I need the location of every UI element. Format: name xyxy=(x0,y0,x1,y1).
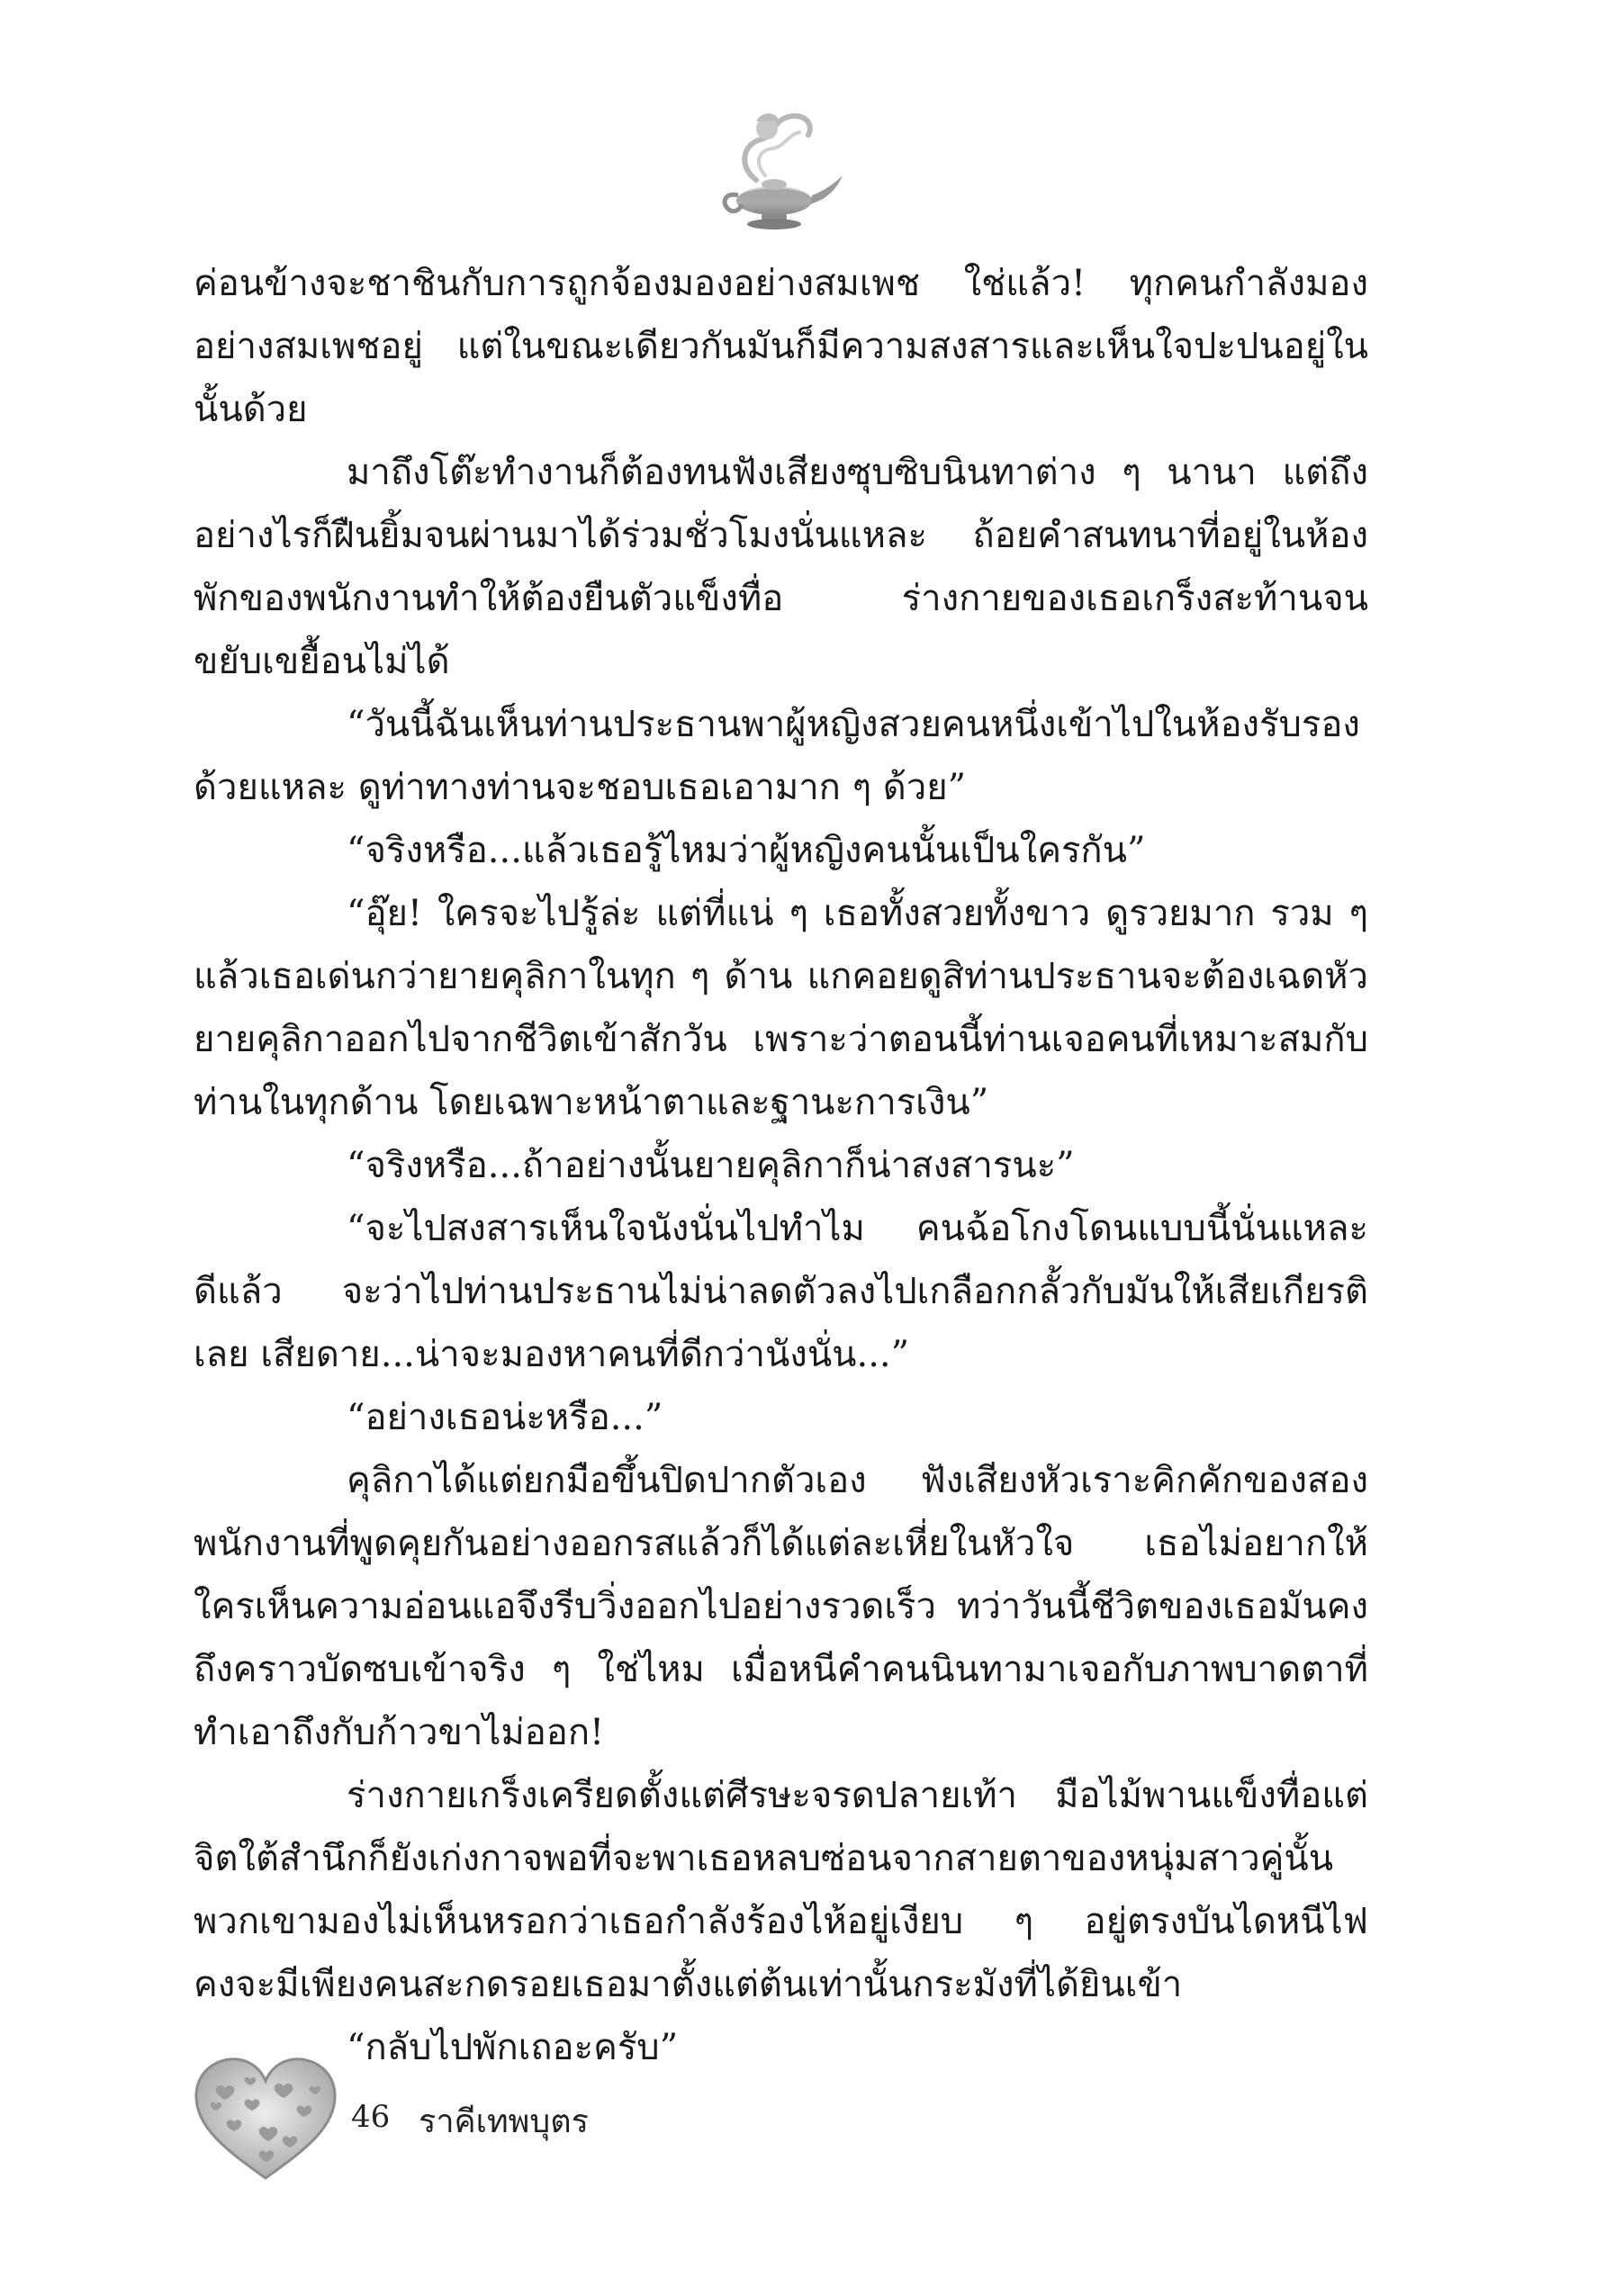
book-title: ราคีเทพบุตร xyxy=(419,2103,589,2140)
page-footer xyxy=(189,2052,729,2178)
dialogue-paragraph: “กลับไปพักเถอะครับ” xyxy=(347,2027,679,2068)
paragraph: ค่อนข้างจะชาชินกับการถูกจ้องมองอย่างสมเพช ใช่แล้ว! ทุกคนกำลังมองอย่างสมเพชอยู่ แต่ในขณะเดียวกันมันก็มีความสงสารและเห็นใจปะปนอยู่ในนั้นด้วย xyxy=(194,263,1368,430)
dialogue-paragraph: “จริงหรือ...แล้วเธอรู้ไหมว่าผู้หญิงคนนั้นเป็นใครกัน” xyxy=(347,830,1146,871)
dialogue-paragraph: “วันนี้ฉันเห็นท่านประธานพาผู้หญิงสวยคนหนึ่งเข้าไปในห้องรับรองด้วยแหละ ดูท่าทางท่านจะชอบเธอเอามาก ๆ ด้วย” xyxy=(194,704,1360,808)
heart-ornament-icon xyxy=(189,2052,342,2187)
paragraph: คุลิกาได้แต่ยกมือขึ้นปิดปากตัวเอง ฟังเสียงหัวเราะคิกคักของสองพนักงานที่พูดคุยกันอย่างออกรสแล้วก็ได้แต่ละเหี่ยในหัวใจ เธอไม่อยากให้ใครเห็นความอ่อนแอจึงรีบวิ่งออกไปอย่างรวดเร็ว ทว่าวันนี้ชีวิตของเธอมันคงถึงคราวบัดซบเข้าจริง ๆ ใช่ไหม เมื่อหนีคำคนนินทามาเจอกับภาพบาดตาที่ทำเอาถึงกับก้าวขาไม่ออก! xyxy=(194,1460,1368,1753)
genie-lamp-ornament-icon xyxy=(702,95,846,239)
dialogue-paragraph: “จริงหรือ...ถ้าอย่างนั้นยายคุลิกาก็น่าสงสารนะ” xyxy=(347,1145,1075,1186)
page-number: 46 xyxy=(351,2099,391,2135)
dialogue-paragraph: “อุ๊ย! ใครจะไปรู้ล่ะ แต่ที่แน่ ๆ เธอทั้งสวยทั้งขาว ดูรวยมาก รวม ๆ แล้วเธอเด่นกว่ายายคุลิกาในทุก ๆ ด้าน แกคอยดูสิท่านประธานจะต้องเฉดหัวยายคุลิกาออกไปจากชีวิตเข้าสักวัน เพราะว่าตอนนี้ท่านเจอคนที่เหมาะสมกับท่านในทุกด้าน โดยเฉพาะหน้าตาและฐานะการเงิน” xyxy=(194,893,1368,1123)
paragraph: มาถึงโต๊ะทำงานก็ต้องทนฟังเสียงซุบซิบนินทาต่าง ๆ นานา แต่ถึงอย่างไรก็ฝืนยิ้มจนผ่านมาได้ร่วมชั่วโมงนั่นแหละ ถ้อยคำสนทนาที่อยู่ในห้องพักของพนักงานทำให้ต้องยืนตัวแข็งทื่อ ร่างกายของเธอเกร็งสะท้านจนขยับเขยื้อนไม่ได้ xyxy=(194,452,1368,682)
dialogue-paragraph: “อย่างเธอน่ะหรือ...” xyxy=(347,1397,663,1438)
story-body-text xyxy=(194,252,1368,2079)
paragraph: ร่างกายเกร็งเครียดตั้งแต่ศีรษะจรดปลายเท้า มือไม้พานแข็งทื่อแต่จิตใต้สำนึกก็ยังเก่งกาจพอที่จะพาเธอหลบซ่อนจากสายตาของหนุ่มสาวคู่นั้น พวกเขามองไม่เห็นหรอกว่าเธอกำลังร้องไห้อยู่เงียบ ๆ อยู่ตรงบันไดหนีไฟคงจะมีเพียงคนสะกดรอยเธอมาตั้งแต่ต้นเท่านั้นกระมังที่ได้ยินเข้า xyxy=(194,1775,1368,2005)
dialogue-paragraph: “จะไปสงสารเห็นใจนังนั่นไปทำไม คนฉ้อโกงโดนแบบนี้นั่นแหละดีแล้ว จะว่าไปท่านประธานไม่น่าลดตัวลงไปเกลือกกลั้วกับมันให้เสียเกียรติเลย เสียดาย...น่าจะมองหาคนที่ดีกว่านังนั่น...” xyxy=(194,1208,1368,1375)
